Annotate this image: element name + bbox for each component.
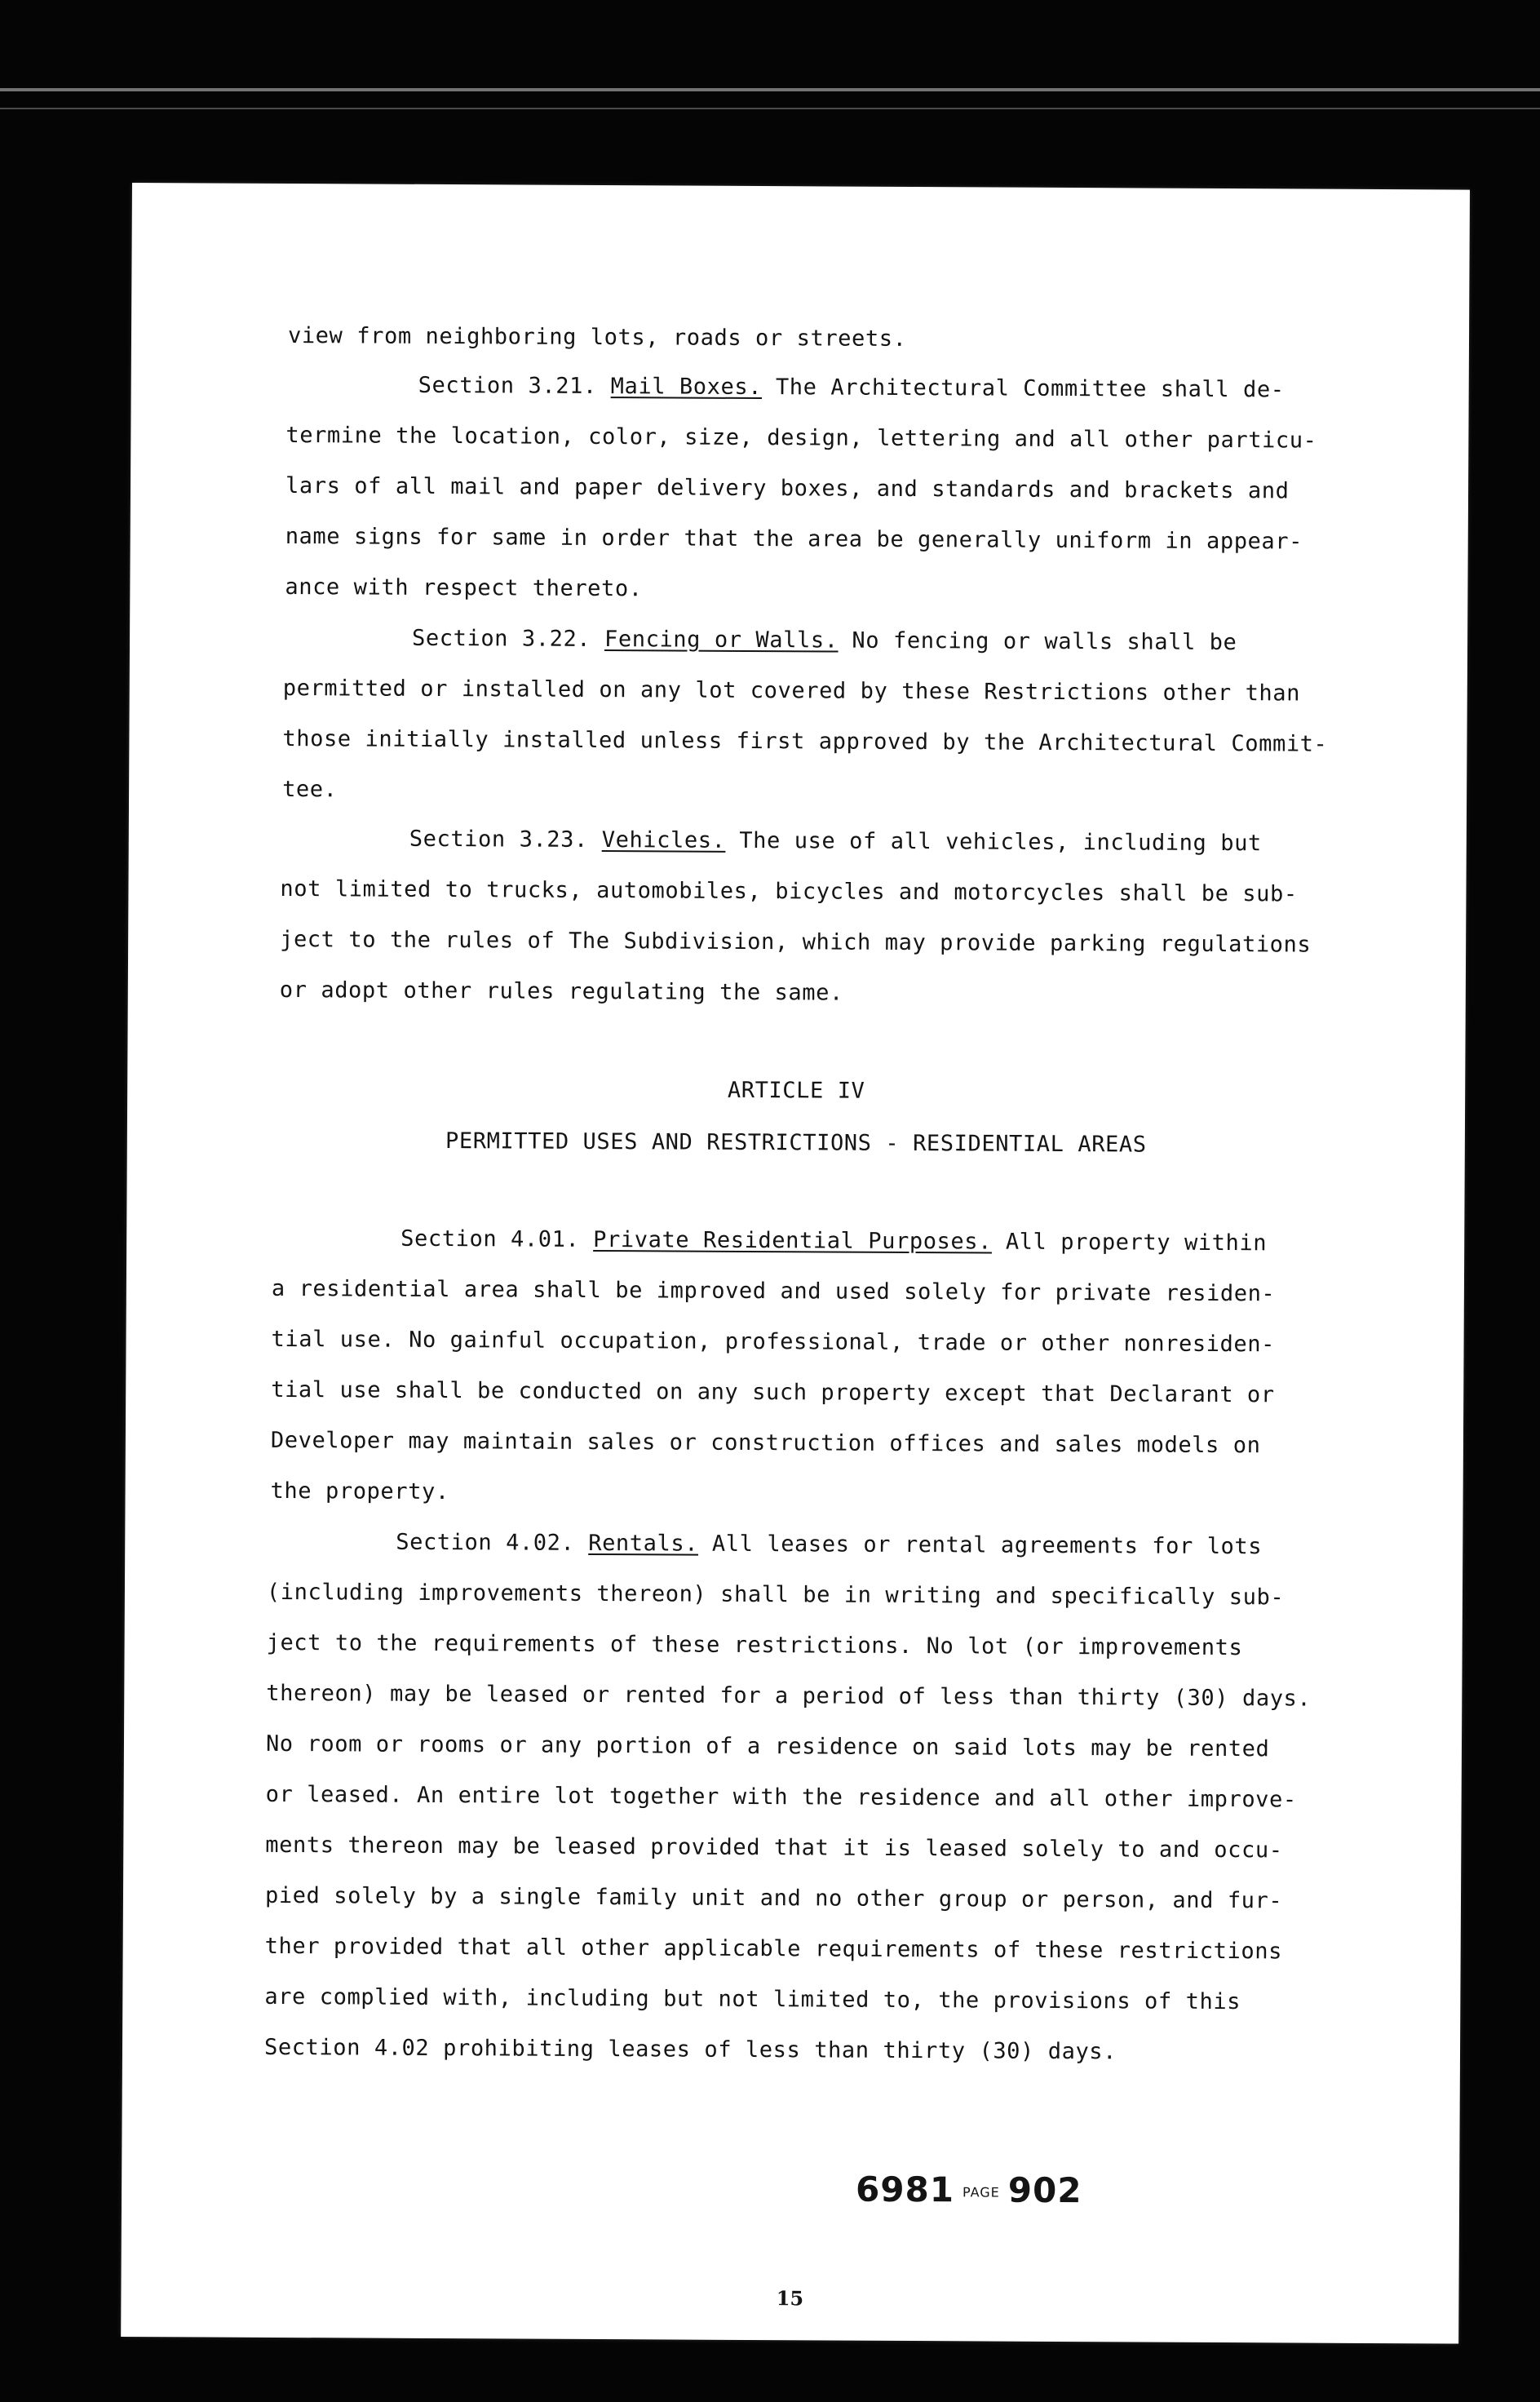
section-3-22-heading [412,625,1237,657]
section-text: The use of all vehicles, including but [739,827,1262,857]
section-number: Section 4.02. [396,1529,575,1556]
stamp-page-number: 902 [1007,2169,1082,2211]
text-line: those initially installed unless first approved by the Architectural Commit- [282,725,1328,757]
section-title: Vehicles. [601,827,726,853]
scan-artifact-band [0,88,1540,91]
section-title: Rentals. [588,1530,699,1557]
text-line: are complied with, including but not limited to, the provisions of this [264,1983,1241,2015]
text-line: ments thereon may be leased provided that it is leased solely to and occu- [265,1832,1283,1864]
article-heading: ARTICLE IV [727,1077,865,1104]
section-text: The Architectural Committee shall de- [775,374,1285,403]
text-line: tial use shall be conducted on any such property except that Declarant or [271,1376,1275,1408]
text-line: Section 4.02 prohibiting leases of less than thirty (30) days. [263,2034,1117,2065]
text-line: name signs for same in order that the area be generally uniform in appear- [285,523,1303,555]
text-line: (including improvements thereon) shall be in writing and specifically sub- [266,1579,1285,1611]
scan-artifact-band [0,108,1540,109]
text-line: not limited to trucks, automobiles, bicycles and motorcycles shall be sub- [280,875,1298,907]
article-subheading: PERMITTED USES AND RESTRICTIONS - RESIDENTIAL AREAS [445,1128,1147,1158]
text-line: pied solely by a single family unit and no other group or person, and fur- [264,1882,1283,1914]
section-4-01-heading [400,1225,1267,1258]
text-line: ject to the requirements of these restrictions. No lot (or improvements [266,1629,1243,1661]
text-line: termine the location, color, size, design, lettering and all other particu- [285,422,1317,454]
text-line: tee. [282,776,338,803]
section-title: Mail Boxes. [610,374,763,401]
text-line: tial use. No gainful occupation, professional, trade or other nonresiden- [271,1326,1276,1358]
section-number: Section 4.01. [400,1225,580,1252]
section-4-02-heading [396,1529,1262,1562]
section-text: No fencing or walls shall be [852,627,1237,656]
stamp-label: PAGE [962,2184,1000,2200]
section-title: Private Residential Purposes. [593,1226,993,1255]
text-line: ther provided that all other applicable requirements of these restrictions [264,1933,1283,1965]
section-number: Section 3.22. [412,625,591,652]
text-line: or adopt other rules regulating the same. [279,977,843,1006]
text-line: No room or rooms or any portion of a residence on said lots may be rented [265,1731,1270,1762]
section-number: Section 3.21. [418,372,597,399]
text-line: permitted or installed on any lot covered by these Restrictions other than [282,675,1301,707]
section-text: All leases or rental agreements for lots [711,1531,1263,1560]
text-line: ance with respect thereto. [285,574,643,602]
text-line: lars of all mail and paper delivery boxes, and standards and brackets and [285,472,1290,504]
text-line: view from neighboring lots, roads or streets. [287,323,907,352]
recording-stamp [856,2169,1082,2210]
text-line: or leased. An entire lot together with the residence and all other improve- [265,1781,1297,1813]
section-3-23-heading [409,826,1262,858]
page-number: 15 [776,2286,804,2311]
stamp-book-number: 6981 [856,2169,955,2210]
section-text: All property within [1005,1229,1268,1256]
section-number: Section 3.23. [409,826,588,853]
document-page [121,183,1470,2344]
text-line: ject to the rules of The Subdivision, which may provide parking regulations [280,926,1312,958]
text-line: Developer may maintain sales or construction offices and sales models on [270,1427,1261,1459]
section-title: Fencing or Walls. [604,627,839,654]
text-line: the property. [270,1478,449,1505]
text-line: a residential area shall be improved and used solely for private residen- [271,1275,1276,1307]
text-line: thereon) may be leased or rented for a period of less than thirty (30) days. [266,1680,1312,1712]
section-3-21-heading [418,372,1285,405]
